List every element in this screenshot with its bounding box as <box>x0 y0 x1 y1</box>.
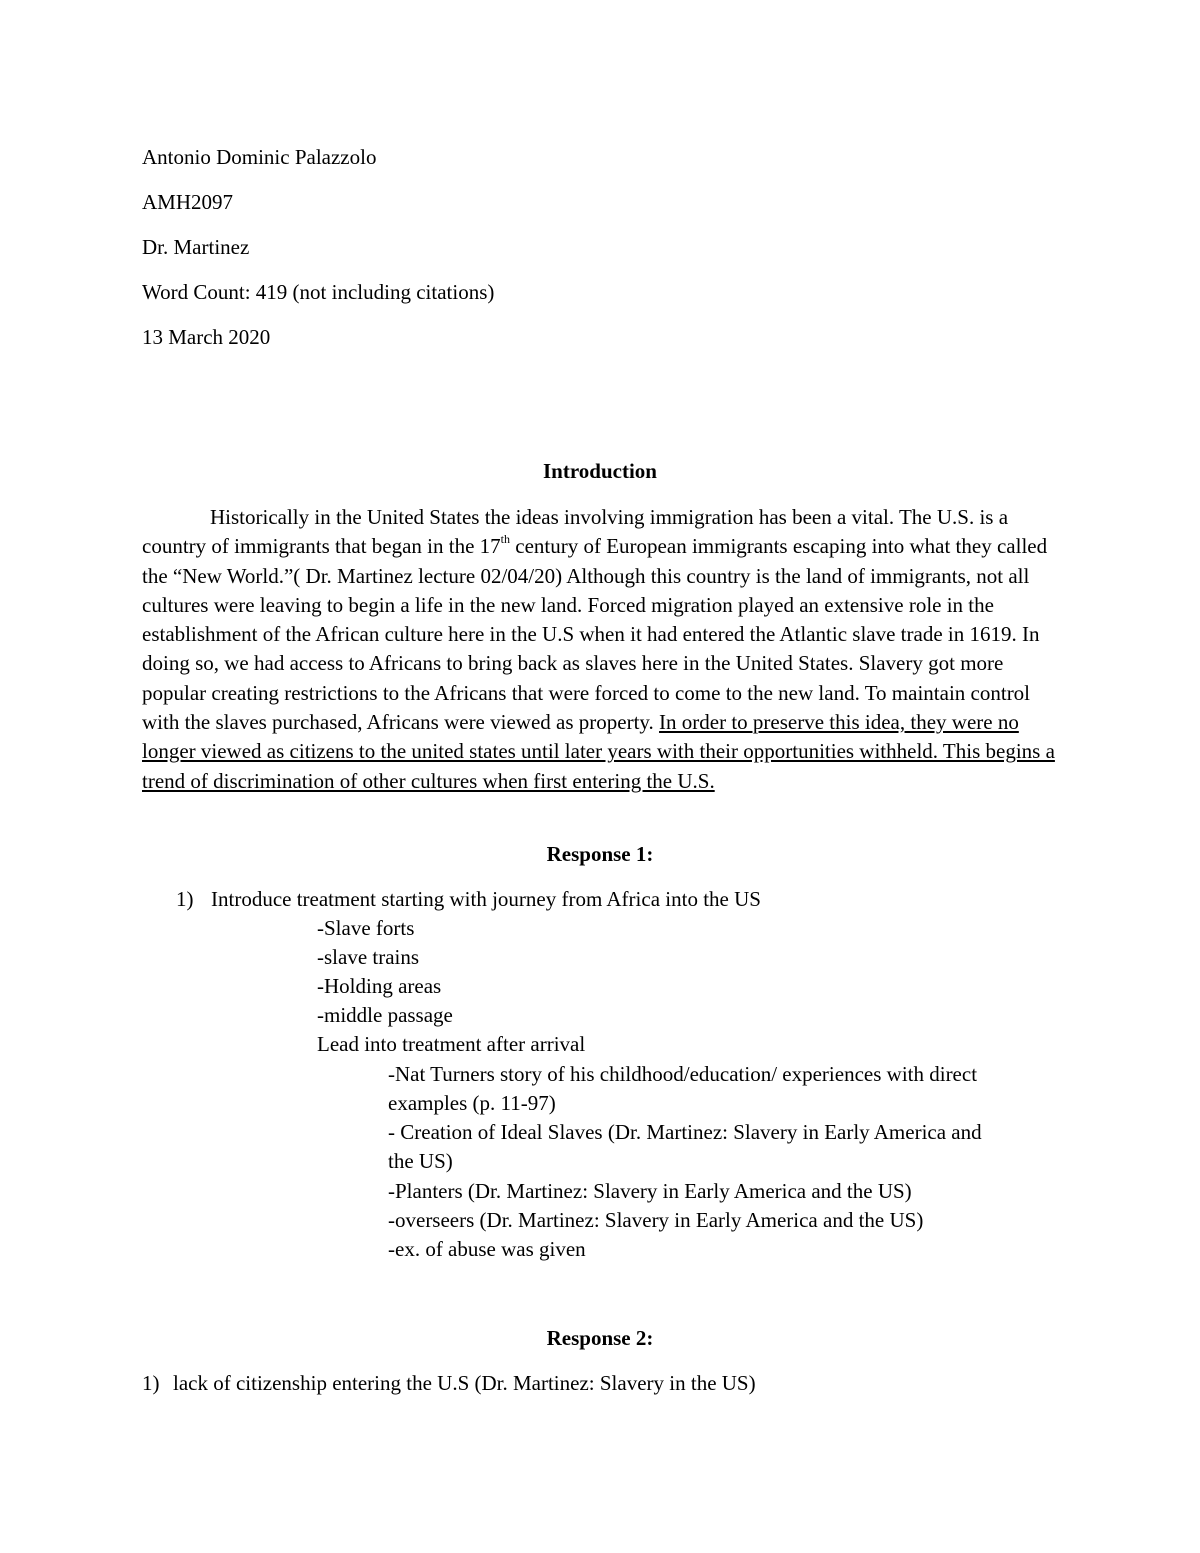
response-2-item-number: 1) <box>142 1371 160 1395</box>
response-2-item: lack of citizenship entering the U.S (Dr. Martinez: Slavery in the US) <box>173 1371 756 1395</box>
author-name: Antonio Dominic Palazzolo <box>142 145 377 169</box>
response-1-heading: Response 1: <box>546 842 654 866</box>
list-item: -Holding areas <box>317 974 442 998</box>
list-item: -middle passage <box>317 1003 453 1027</box>
intro-text-part1: Historically in the United States the ideas involving immigration has been a vital. The U.S. is a country of immigrants that began in the 17 <box>142 505 1009 559</box>
lead-line: Lead into treatment after arrival <box>317 1032 586 1056</box>
list-item: -overseers (Dr. Martinez: Slavery in Early America and the US) <box>388 1208 924 1232</box>
list-item: -Slave forts <box>317 916 415 940</box>
list-item: -ex. of abuse was given <box>388 1237 586 1261</box>
response-2-heading: Response 2: <box>546 1326 654 1350</box>
response-1-item: Introduce treatment starting with journey from Africa into the US <box>211 887 761 911</box>
word-count: Word Count: 419 (not including citations) <box>142 280 495 304</box>
introduction-heading: Introduction <box>543 459 657 483</box>
list-item: -Planters (Dr. Martinez: Slavery in Early America and the US) <box>388 1179 912 1203</box>
list-item: - Creation of Ideal Slaves (Dr. Martinez: Slavery in Early America and <box>388 1120 982 1144</box>
list-item: the US) <box>388 1149 453 1173</box>
instructor-name: Dr. Martinez <box>142 235 250 259</box>
intro-text-part2: century of European immigrants escaping into what they called the “New World.”( Dr. Martinez lecture 02/04/20) Although this country is the land of immigrants, not all cultures were leaving to begin a life in the new land. Forced migration played an extensive role in the establishment of the African culture here in the U.S when it had entered the Atlantic slave trade in 1619. In doing so, we had access to Africans to bring back as slaves here in the United States. Slavery got more popular creating restrictions to the Africans that were forced to come to the new land. To maintain control with the slaves purchased, Africans were viewed as property. <box>142 534 1048 735</box>
list-item: examples (p. 11-97) <box>388 1091 556 1115</box>
response-1-item-number: 1) <box>176 887 194 911</box>
list-item: -Nat Turners story of his childhood/education/ experiences with direct <box>388 1062 978 1086</box>
course-code: AMH2097 <box>142 190 234 214</box>
introduction-paragraph <box>142 503 1062 796</box>
document-date: 13 March 2020 <box>142 325 271 349</box>
intro-underlined-text: In order to preserve this idea, they were no longer viewed as citizens to the united states until later years with their opportunities withheld. This begins a trend of discrimination of other cultures when first entering the U.S. <box>142 710 1055 793</box>
list-item: -slave trains <box>317 945 420 969</box>
ordinal-suffix: th <box>500 532 511 547</box>
